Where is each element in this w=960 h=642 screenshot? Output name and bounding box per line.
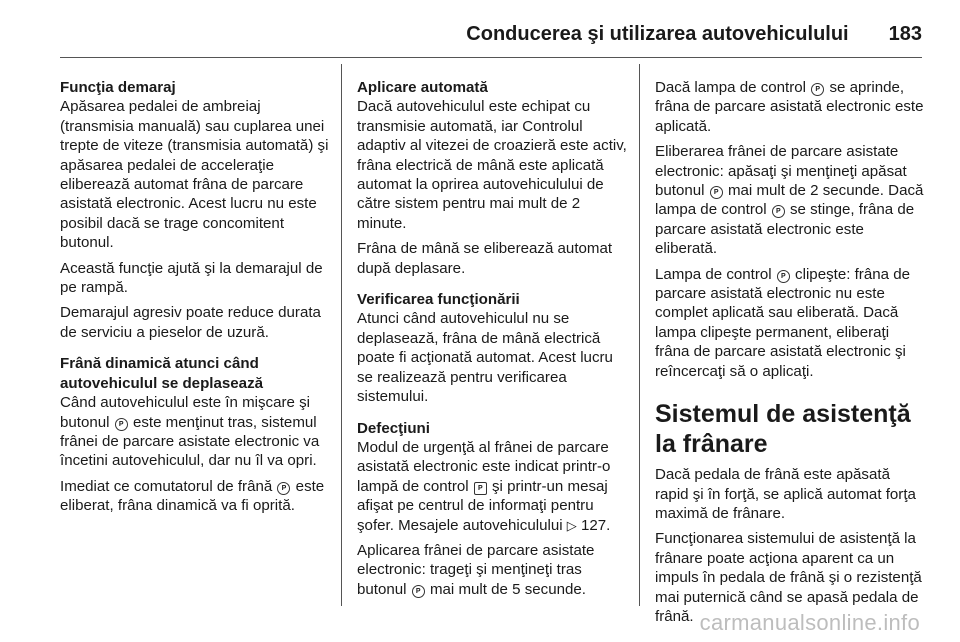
text-run: Lampa de control: [655, 265, 772, 283]
text-run: Imediat ce comutatorul de frână: [60, 477, 273, 495]
paragraph: Această funcţie ajută şi la demarajul de pe rampă.: [60, 259, 323, 297]
paragraph: [655, 78, 925, 136]
paragraph: [60, 393, 332, 471]
section-heading-aplicare-automata: Aplicare automată: [357, 79, 488, 96]
section-title-asistenta-franare: Sistemul de asistenţă la frânare: [655, 400, 911, 459]
page-number: 183: [888, 22, 922, 45]
paragraph: Dacă pedala de frână este apăsată rapid şi în forţă, se aplică automat forţa maximă de frânare.: [655, 466, 916, 522]
parking-brake-icon: P: [115, 418, 128, 431]
triangle-arrow-icon[interactable]: ▷: [566, 517, 577, 533]
paragraph: [357, 438, 627, 535]
page-header-title: Conducerea şi utilizarea autovehiculului: [466, 22, 849, 45]
paragraph: Atunci când autovehiculul nu se deplasează, frâna de mână electrică poate fi acţionată automat. Acest lucru se realizează pentru verificarea sistemului.: [357, 310, 613, 406]
paragraph: [60, 477, 332, 516]
section-heading-verificare: Verificarea funcţionării: [357, 291, 520, 309]
parking-brake-icon: P: [277, 482, 290, 495]
text-run: mai mult de 2 secunde. Dacă lampa de control: [655, 182, 924, 219]
text-run: clipeşte: frâna de parcare asistată electronic nu este complet aplicată sau eliberată. Dacă lampa clipeşte permanent, eliberaţi frâna de parcare asistată electronic şi reîncercaţi să o aplicaţi.: [655, 265, 910, 380]
paragraph: Apăsarea pedalei de ambreiaj (transmisia manuală) sau cuplarea unei trepte de viteze (transmisia automată) şi apăsarea pedalei de acceleraţie eliberează automat frâna de parcare asistată electronic. Acest lucru nu este posibil dacă se trage concomitent butonul.: [60, 98, 329, 252]
column-1: [60, 78, 332, 522]
text-run: este eliberat, frâna dinamică va fi oprită.: [60, 477, 325, 515]
text-run: se aprinde, frâna de parcare asistată electronic este aplicată.: [655, 79, 924, 135]
parking-brake-icon: P: [772, 205, 785, 218]
text-run: mai mult de 5 secunde.: [429, 580, 586, 598]
parking-brake-icon: P: [811, 83, 824, 96]
section-heading-defectiuni: Defecţiuni: [357, 419, 430, 437]
text-run: Aplicarea frânei de parcare asistate electronic: trageţi şi menţineţi tras butonul: [357, 541, 595, 598]
page-header: [60, 14, 922, 54]
text-run: este menţinut tras, sistemul frânei de parcare asistate electronic va încetini autovehiculul, dar nu îl va opri.: [60, 413, 320, 470]
header-divider: [60, 57, 922, 58]
column-3: [655, 78, 925, 632]
column-divider-1: [341, 64, 342, 606]
parking-brake-icon: P: [412, 585, 425, 598]
paragraph: [357, 541, 627, 599]
section-heading-demaraj: Funcţia demaraj: [60, 79, 176, 96]
paragraph: [655, 142, 925, 258]
warning-lamp-icon: P: [474, 482, 487, 495]
section-heading-frana-dinamica: Frână dinamică atunci când autovehiculul se deplasează: [60, 355, 264, 392]
paragraph: Demarajul agresiv poate reduce durata de serviciu a pieselor de uzură.: [60, 304, 321, 341]
text-run: Modul de urgenţă al frânei de parcare asistată electronic este indicat printr-o lampă de control: [357, 438, 611, 495]
text-run: Când autovehiculul este în mişcare şi butonul: [60, 394, 311, 431]
column-divider-2: [639, 64, 640, 606]
parking-brake-icon: P: [710, 186, 723, 199]
text-run: Dacă lampa de control: [655, 79, 807, 96]
page-reference[interactable]: 127.: [580, 516, 611, 534]
paragraph: [655, 265, 925, 381]
parking-brake-icon: P: [777, 270, 790, 283]
text-run: Eliberarea frânei de parcare asistate electronic: apăsaţi şi menţineţi apăsat butonul: [655, 143, 907, 200]
text-run: şi printr-un mesaj afişat pe centrul de informaţi pentru şofer. Mesajele autovehiculului: [357, 477, 608, 534]
paragraph: Frâna de mână se eliberează automat după deplasare.: [357, 240, 613, 277]
column-2: [357, 78, 627, 605]
text-run: se stinge, frâna de parcare asistată electronic este eliberată.: [655, 201, 915, 258]
watermark: carmanualsonline.info: [699, 610, 920, 635]
paragraph: Funcţionarea sistemului de asistenţă la frânare poate acţiona aparent ca un impuls în pedala de frână şi o rezistenţă mai puternică când se apasă pedala de frână.: [655, 530, 922, 625]
paragraph: Dacă autovehiculul este echipat cu transmisie automată, iar Controlul adaptiv al vitezei de croazieră este activ, frâna electrică de mână este aplicată automat la oprirea autovehiculului de către sistem pentru mai mult de 2 minute.: [357, 98, 627, 232]
